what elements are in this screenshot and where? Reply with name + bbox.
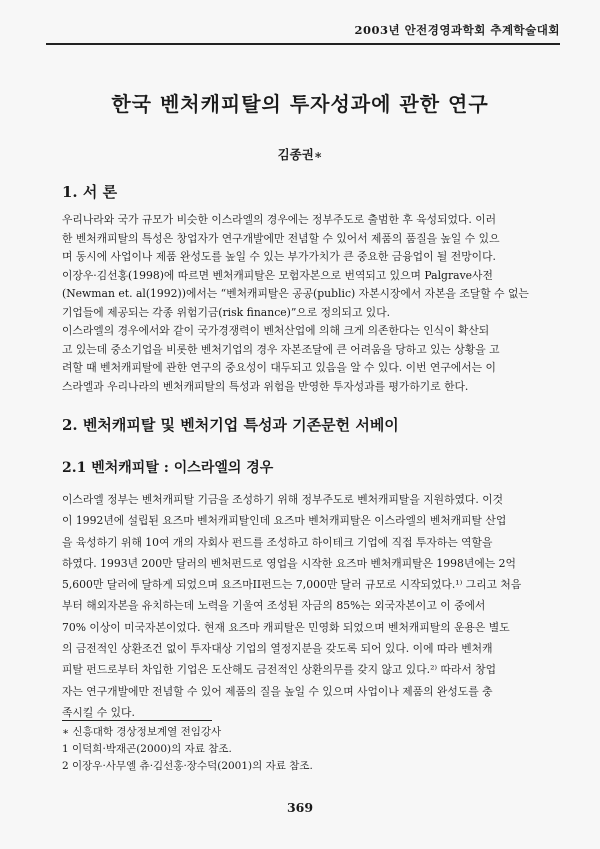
- running-head: 2003년 안전경영과학회 추계학술대회: [354, 23, 560, 37]
- subsection-heading-israel: 2.1 벤처캐피탈 : 이스라엘의 경우: [62, 460, 274, 476]
- introduction-paragraphs: 우리나라와 국가 규모가 비슷한 이스라엘의 경우에는 정부주도로 출범한 후 육성되었다. 이러 한 벤처캐피탈의 특성은 창업자가 연구개발에만 전념할 수 있어서 제품의 품질을 높일 수 있으 며 동시에 사업이나 제품 완성도를 높일 수 있는 부가가치가 큰 중요한 금융업이 될 전망이다. 이장우·김선홍(1998)에 따르면 벤처캐피탈은 모험자본으로 번역되고 있으며 Palgrave사전 (Newman et. al(1992))에서는 “벤처캐피탈은 공공(public) 자본시장에서 자본을 조달할 수 없는 기업들에 제공되는 각종 위험기금(risk finance)”으로 정의되고 있다. 이스라엘의 경우에서와 같이 국가경쟁력이 벤처산업에 의해 크게 의존한다는 인식이 확산되 고 있는데 중소기업을 비롯한 벤처기업의 경우 자본조달에 큰 어려움을 당하고 있는 상황을 고 려할 때 벤처캐피탈에 관한 연구의 중요성이 대두되고 있음을 알 수 있다. 이번 연구에서는 이 스라엘과 우리나라의 벤처캐피탈의 특성과 위험을 반영한 투자성과를 평가하기로 한다.: [62, 213, 529, 393]
- footnote-1: 1 이덕희·박재곤(2000)의 자료 참조.: [62, 743, 232, 755]
- footnote-2: 2 이장우·사무엘 츄·김선홍·장수덕(2001)의 자료 참조.: [62, 760, 313, 772]
- page-number: 369: [286, 800, 314, 815]
- israel-paragraph: 이스라엘 정부는 벤처캐피탈 기금을 조성하기 위해 정부주도로 벤처캐피탈을 지원하였다. 이것 이 1992년에 설립된 요즈마 벤처캐피탈인데 요즈마 벤처캐피탈은 이스라엘의 벤처캐피탈 산업 을 육성하기 위해 10여 개의 자회사 펀드를 조성하고 하이테크 기업에 직접 투자하는 역할을 하였다. 1993년 200만 달러의 벤처펀드로 영업을 시작한 요즈마 벤처캐피탈은 1998년에는 2억 5,600만 달러에 달하게 되었으며 요즈마II펀드는 7,000만 달러 규모로 시작되었다.¹⁾ 그리고 처음 부터 해외자본을 유치하는데 노력을 기울여 조성된 자금의 85%는 외국자본이고 이 중에서 70% 이상이 미국자본이었다. 현재 요즈마 캐피탈은 민영화 되었으며 벤처캐피탈의 운용은 별도 의 금전적인 상환조건 없이 투자대상 기업의 열정지분을 갖도록 되어 있다. 이에 따라 벤처캐 피탈 펀드로부터 차입한 기업은 도산해도 금전적인 상환의무를 갖지 않고 있다.²⁾ 따라서 창업 자는 연구개발에만 전념할 수 있어 제품의 질을 높일 수 있으며 사업이나 제품의 완성도를 충 족시킬 수 있다.: [62, 493, 522, 719]
- section-heading-venture-capital: 2. 벤처캐피탈 및 벤처기업 특성과 기존문헌 서베이: [62, 416, 399, 434]
- paper-title: 한국 벤처캐피탈의 투자성과에 관한 연구: [111, 92, 489, 116]
- section-heading-introduction: 1. 서 론: [62, 183, 118, 201]
- author-name: 김종권∗: [277, 147, 323, 162]
- footnote-rule: [62, 720, 212, 721]
- header-rule: [46, 43, 560, 45]
- footnotes: [62, 724, 538, 775]
- footnote-affiliation: ∗ 신흥대학 경상정보계열 전임강사: [62, 726, 222, 738]
